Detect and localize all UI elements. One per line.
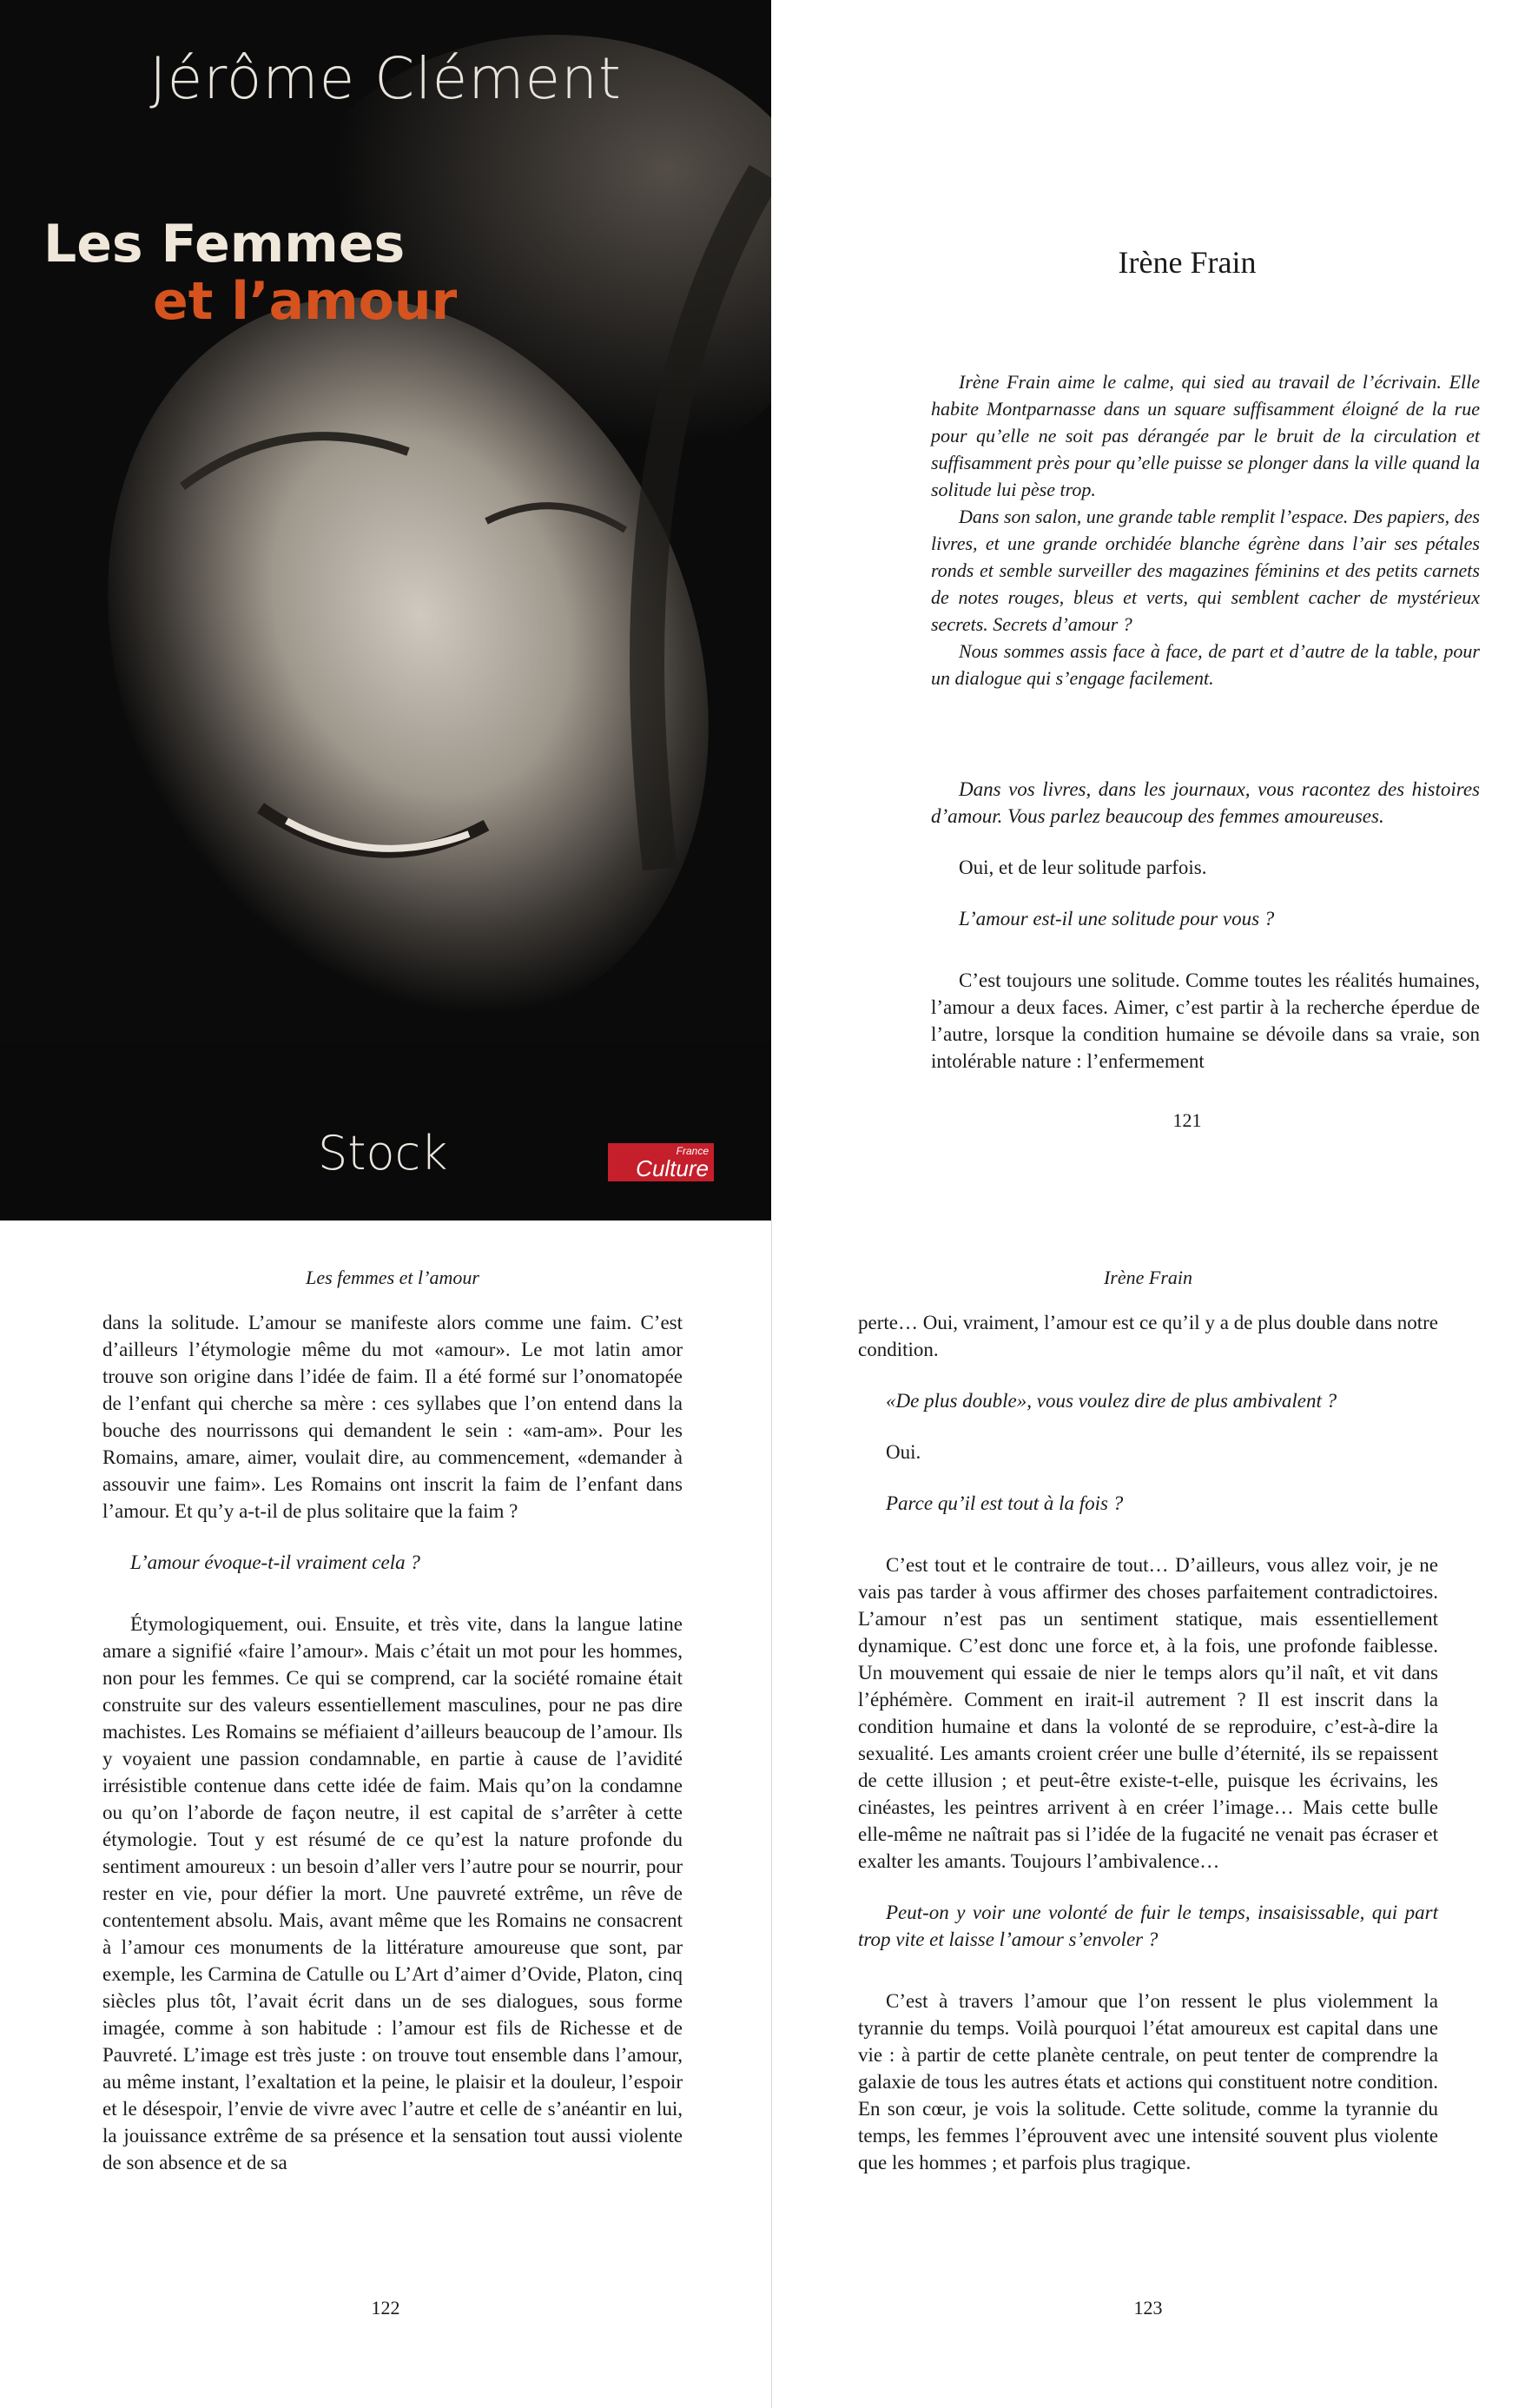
page-body [931, 776, 1480, 1075]
body-paragraph: C’est tout et le contraire de tout… D’ailleurs, vous allez voir, je ne vais pas tarder à vous affirmer des choses parfaitement contradictoires. L’amour n’est pas un sentiment statique, mais essentiellement dynamique. C’est donc une force et, à la fois, une profonde faiblesse. Un mouvement qui essaie de nier le temps alors qu’il naît, et vit dans l’éphémère. Comment en irait-il autrement ? Il est inscrit dans la condition humaine et dans la volonté de se reproduire, c’est-à-dire la sexualité. Les amants croient créer une bulle d’éternité, ils se repaissent de cette illusion ; et peut-être existe-t-elle, puisque les écrivains, les cinéastes, les peintres arrivent à en créer l’image… Mais cette bulle elle-même ne naîtrait pas si l’idée de la fugacité ne venait pas écraser et exalter les amants. Toujours l’ambivalence… [858, 1554, 1438, 1872]
body-paragraph: perte… Oui, vraiment, l’amour est ce qu’il y a de plus double dans notre condition. [858, 1312, 1438, 1360]
cover-publisher: Stock [318, 1126, 448, 1181]
chapter-intro [931, 368, 1480, 691]
cover-title-line-2: et l’amour [153, 271, 458, 332]
france-culture-logo [608, 1143, 714, 1181]
logo-big-text: Culture [636, 1155, 709, 1181]
page-number: 121 [1172, 1109, 1202, 1131]
intro-paragraph: Irène Frain aime le calme, qui sied au travail de l’écrivain. Elle habite Montparnasse dans un square suffisamment éloigné de la rue pour qu’elle ne soit pas dérangée par le bruit de la circulation et suffisamment près pour qu’elle puisse se plonger dans la ville quand la solitude lui pèse trop. [931, 371, 1480, 500]
body-paragraph: C’est à travers l’amour que l’on ressent le plus violemment la tyrannie du temps. Voilà pourquoi l’état amoureux est capital dans une vie : à partir de cette planète centrale, on peut tenter de comprendre la galaxie de tous les autres états et actions qui constituent notre condition. En son cœur, je vois la solitude. Cette solitude, comme la tyrannie du temps, les femmes l’éprouvent avec une intensité souvent plus violente que les hommes ; et parfois plus tragique. [858, 1990, 1438, 2173]
page-123 [771, 1221, 1525, 2408]
page-body [858, 1309, 1438, 2176]
intro-paragraph: Dans son salon, une grande table remplit l’espace. Des papiers, des livres, et une grande orchidée blanche égrène dans l’air ses pétales ronds et semble surveiller des magazines féminins et des petits carnets de notes rouges, bleus et verts, qui semblent cacher de mystérieux secrets. Secrets d’amour ? [931, 506, 1480, 635]
interview-question: L’amour est-il une solitude pour vous ? [959, 908, 1275, 929]
cover-portrait-photo [0, 0, 771, 1221]
page-body [102, 1309, 683, 2176]
running-head: Les femmes et l’amour [306, 1267, 479, 1288]
page-122 [0, 1221, 771, 2408]
cover-author-name: Jérôme Clément [149, 45, 622, 112]
interview-question: Dans vos livres, dans les journaux, vous racontez des histoires d’amour. Vous parlez beaucoup des femmes amoureuses. [931, 778, 1480, 827]
interview-answer: C’est toujours une solitude. Comme toutes les réalités humaines, l’amour a deux faces. Aimer, c’est partir à la recherche éperdue de l’autre, lorsque la condition humaine se dévoile dans sa vraie, son intolérable nature : l’enfermement [931, 969, 1480, 1072]
page-121 [849, 0, 1525, 1221]
interview-question: L’amour évoque-t-il vraiment cela ? [130, 1551, 420, 1573]
interview-answer: Oui, et de leur solitude parfois. [959, 857, 1207, 878]
page-number: 123 [1133, 2297, 1163, 2319]
book-cover [0, 0, 771, 1221]
interview-question: «De plus double», vous voulez dire de plus ambivalent ? [886, 1390, 1337, 1412]
body-paragraph: Étymologiquement, oui. Ensuite, et très vite, dans la langue latine amare a signifié «faire l’amour». Mais c’était un mot pour les hommes, non pour les femmes. Ce qui se comprend, car la société romaine était construite sur des valeurs essentiellement masculines, pour ne pas dire machistes. Les Romains se méfiaient d’ailleurs beaucoup de l’amour. Ils y voyaient une passion condamnable, en partie à cause de l’avidité irrésistible contenue dans cette idée de faim. Mais qu’on la condamne ou qu’on l’aborde de façon neutre, il est capital de s’arrêter à cette étymologie. Tout y est résumé de ce qu’est la nature profonde du sentiment amoureux : un besoin d’aller vers l’autre pour se nourrir, pour rester en vie, pour défier la mort. Une pauvreté extrême, un rêve de contentement absolu. Mais, avant même que les Romains ne consacrent à l’amour ces monuments de la littérature amoureuse que sont, par exemple, les Carmina de Catulle ou L’Art d’aimer d’Ovide, Platon, cinq siècles plus tôt, l’avait écrit dans un de ses dialogues, sous forme imagée, comme à son habitude : l’amour est fils de Richesse et de Pauvreté. L’image est très juste : on trouve tout ensemble dans l’amour, au même instant, l’exaltation et la peine, le plaisir et la douleur, l’espoir et le désespoir, l’envie de vivre avec l’autre et celle de s’anéantir en lui, la jouissance extrême de sa présence et la sensation tout aussi violente de son absence et de sa [102, 1613, 683, 2173]
interview-question: Peut-on y voir une volonté de fuir le temps, insaisissable, qui part trop vite et laisse l’amour s’envoler ? [858, 1902, 1438, 1950]
interview-answer: Oui. [886, 1441, 921, 1463]
body-paragraph: dans la solitude. L’amour se manifeste alors comme une faim. C’est d’ailleurs l’étymologie même du mot «amour». Le mot latin amor trouve son origine dans l’idée de faim. Il a été formé sur l’onomatopée de l’enfant qui cherche sa mère : ces syllabes que l’on entend dans la bouche des nourrissons qui demandent le sein : «am-am». Pour les Romains, amare, aimer, voulait dire, au commencement, «demander à assouvir une faim». Les Romains ont inscrit la faim de l’enfant dans l’amour. Et qu’y a-t-il de plus solitaire que la faim ? [102, 1312, 683, 1522]
intro-paragraph: Nous sommes assis face à face, de part et d’autre de la table, pour un dialogue qui s’engage facilement. [931, 640, 1480, 689]
logo-small-text: France [676, 1145, 709, 1157]
running-head: Irène Frain [1103, 1267, 1193, 1288]
page-number: 122 [371, 2297, 400, 2319]
chapter-title: Irène Frain [1118, 245, 1257, 280]
cover-title-line-1: Les Femmes [43, 214, 406, 275]
interview-question: Parce qu’il est tout à la fois ? [886, 1492, 1124, 1514]
